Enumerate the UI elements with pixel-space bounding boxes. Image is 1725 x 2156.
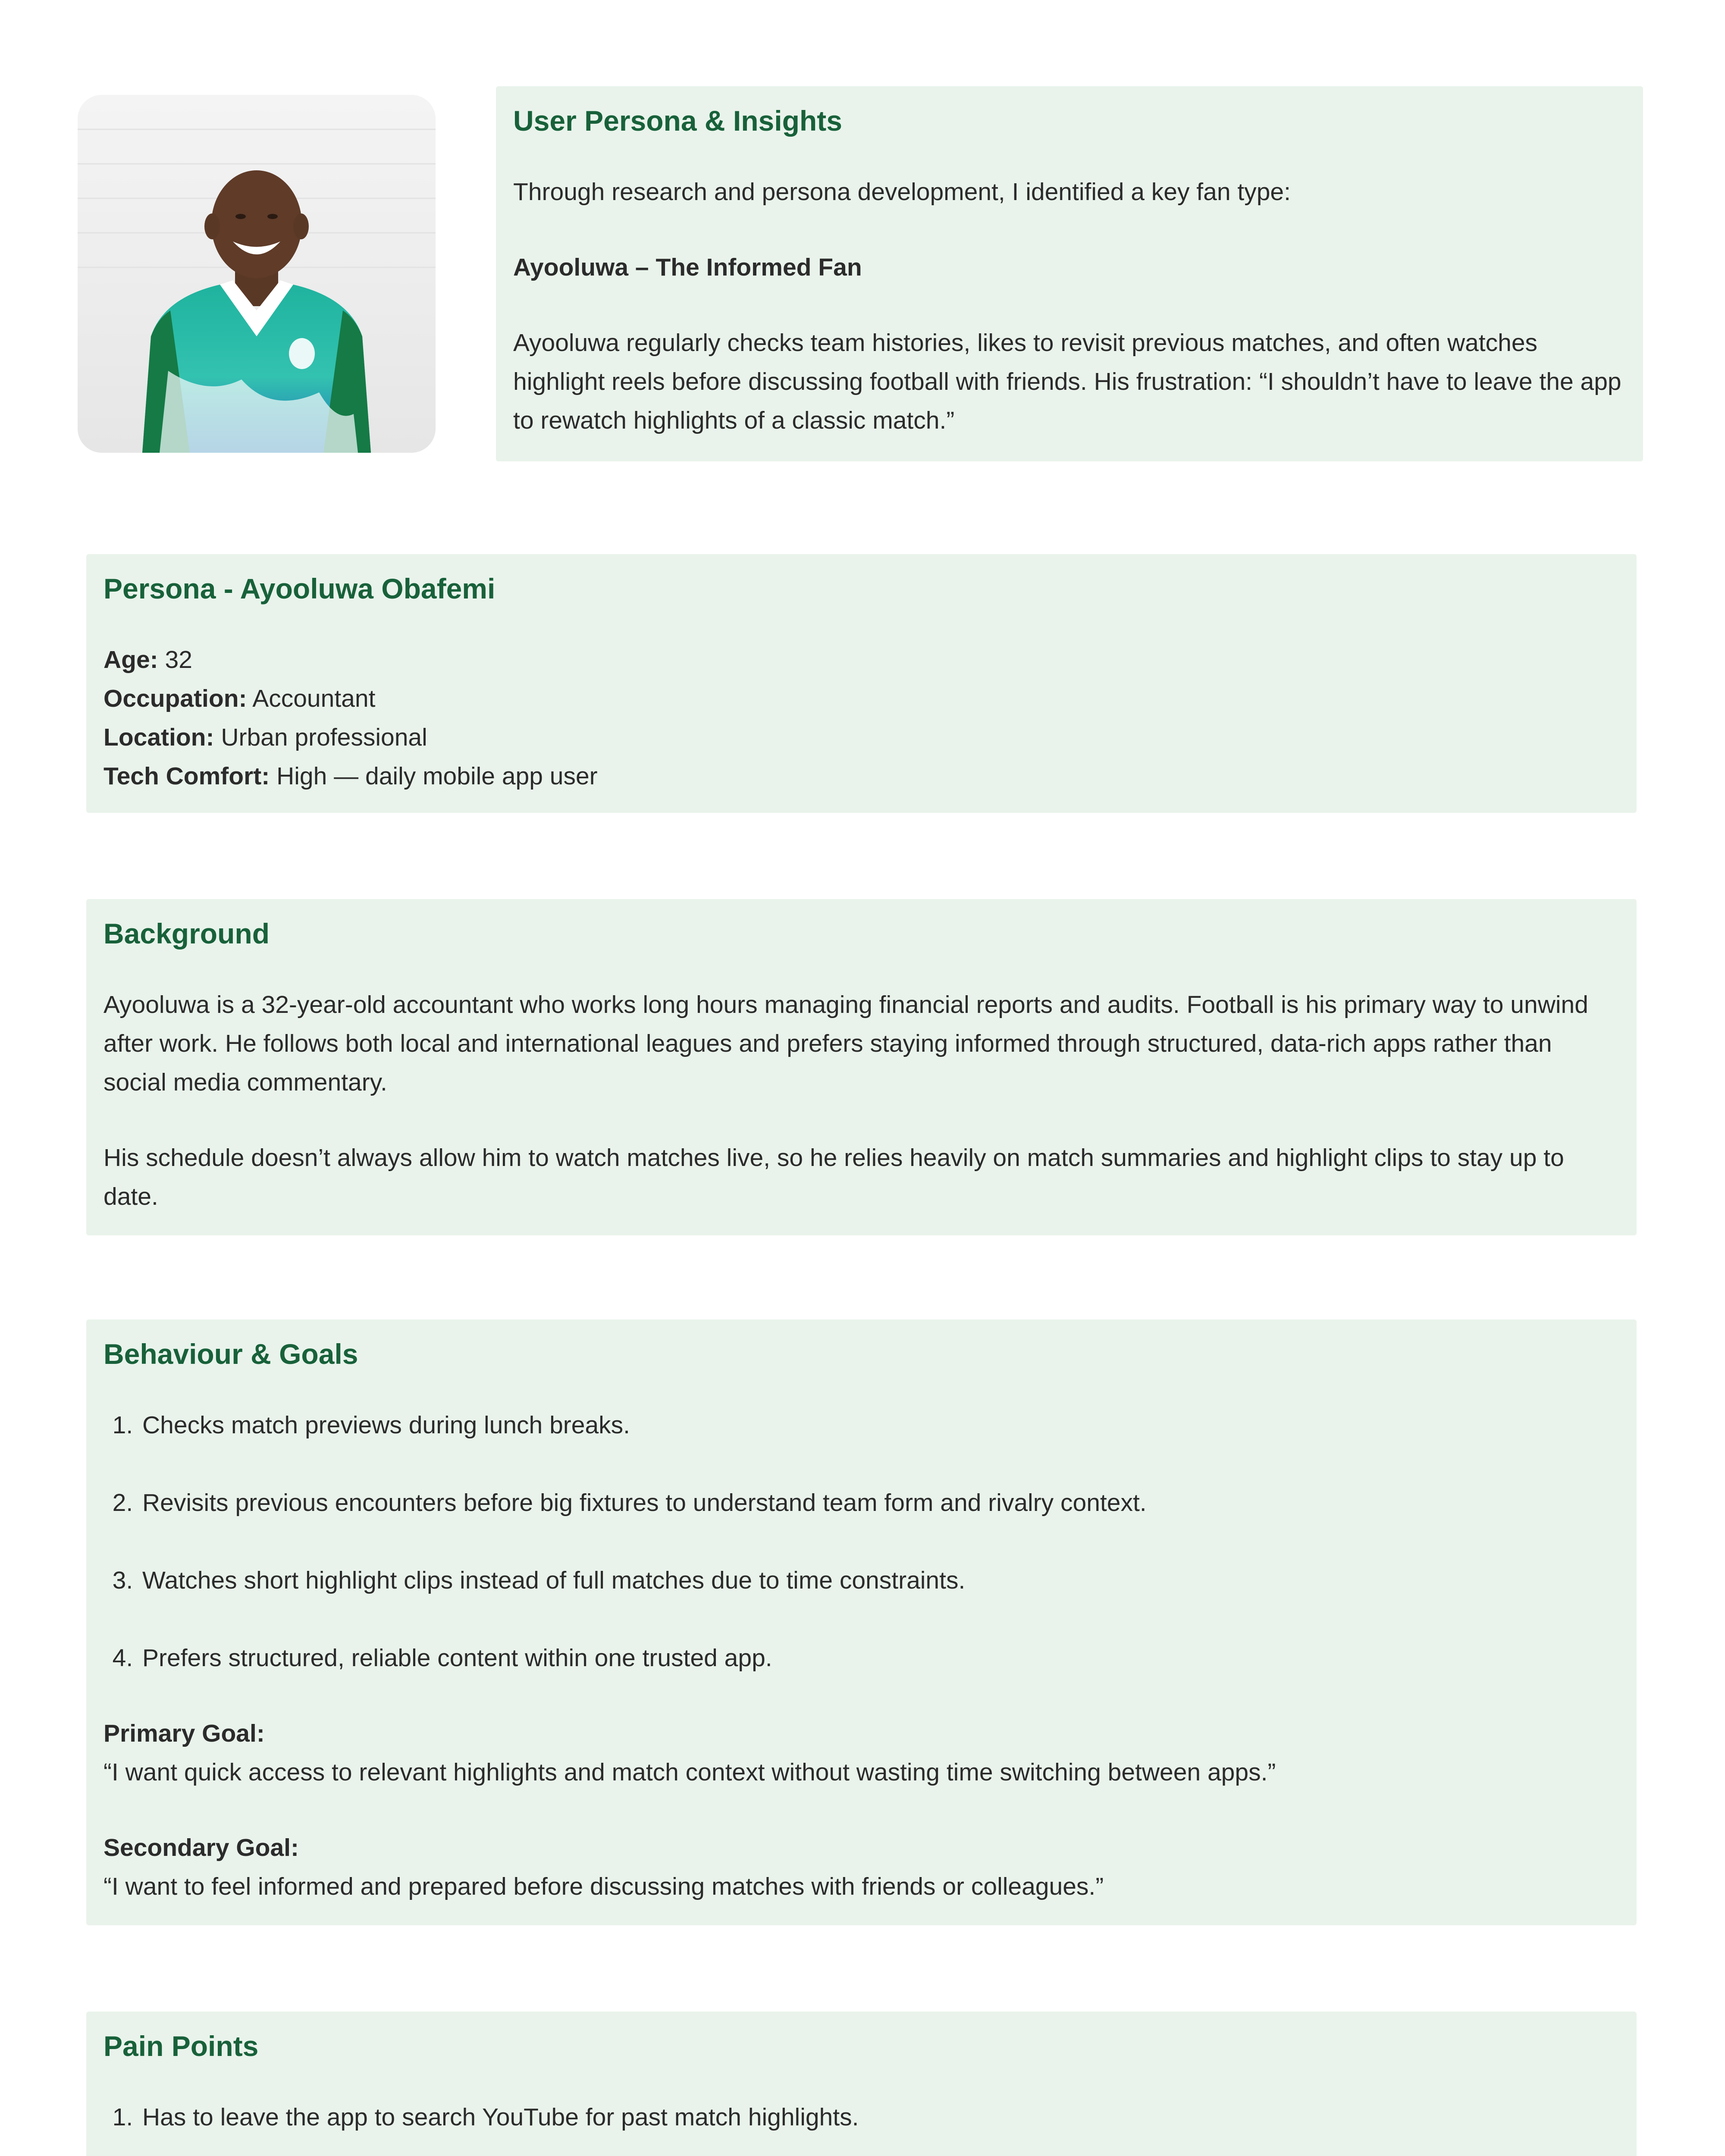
persona-photo (78, 95, 436, 453)
insights-title: User Persona & Insights (513, 105, 842, 137)
secondary-goal-label: Secondary Goal: (104, 1834, 299, 1861)
background-paragraph: Ayooluwa is a 32-year-old accountant who works long hours managing financial reports and audits. Football is his primary way to unwind after work. He follows both local and international leagues and prefers staying informed through structured, data-rich apps rather than social media commentary. (104, 991, 1588, 1096)
primary-goal-label: Primary Goal: (104, 1720, 265, 1747)
persona-field-location (104, 718, 1619, 757)
persona-field-label: Age: (104, 646, 158, 674)
persona-field-occupation (104, 679, 1619, 718)
list-item: 3. Watches short highlight clips instead of full matches due to time constraints. (140, 1561, 1619, 1600)
persona-field-tech-comfort (104, 757, 1619, 796)
secondary-goal-text: “I want to feel informed and prepared before discussing matches with friends or colleagues.” (104, 1873, 1104, 1900)
background-paragraph: His schedule doesn’t always allow him to watch matches live, so he relies heavily on match summaries and highlight clips to stay up to date. (104, 1144, 1564, 1210)
persona-field-value: Urban professional (214, 724, 427, 751)
insights-fan-type: Ayooluwa – The Informed Fan (513, 254, 862, 281)
persona-title: Persona - Ayooluwa Obafemi (104, 573, 496, 605)
persona-portrait-image (78, 95, 436, 453)
insights-intro: Through research and persona development, I identified a key fan type: (513, 178, 1291, 206)
insights-card (496, 86, 1643, 461)
persona-card (86, 554, 1637, 813)
behaviour-title: Behaviour & Goals (104, 1338, 358, 1370)
list-item: 2. Revisits previous encounters before big fixtures to understand team form and rivalry context. (140, 1483, 1619, 1522)
background-card (86, 899, 1637, 1235)
behaviour-card (86, 1319, 1637, 1925)
list-item: 1. Has to leave the app to search YouTube for past match highlights. (140, 2098, 1619, 2137)
primary-goal-text: “I want quick access to relevant highlights and match context without wasting time switching between apps.” (104, 1758, 1276, 1786)
persona-field-label: Occupation: (104, 685, 247, 712)
list-item: 4. Prefers structured, reliable content within one trusted app. (140, 1639, 1619, 1677)
background-title: Background (104, 918, 270, 950)
persona-field-value: Accountant (247, 685, 376, 712)
pain-points-card (86, 2012, 1637, 2156)
pain-points-title: Pain Points (104, 2030, 259, 2062)
pain-points-list (104, 2098, 1619, 2156)
persona-field-value: 32 (158, 646, 192, 674)
persona-field-label: Location: (104, 724, 214, 751)
behaviour-list (104, 1406, 1619, 1677)
persona-field-label: Tech Comfort: (104, 762, 270, 790)
persona-field-age (104, 640, 1619, 679)
insights-description: Ayooluwa regularly checks team histories, likes to revisit previous matches, and often watches highlight reels before discussing football with friends. His frustration: “I shouldn’t have to leave the app to rewatch highlights of a classic match.” (513, 329, 1622, 434)
persona-field-value: High — daily mobile app user (270, 762, 598, 790)
list-item: 1. Checks match previews during lunch breaks. (140, 1406, 1619, 1445)
